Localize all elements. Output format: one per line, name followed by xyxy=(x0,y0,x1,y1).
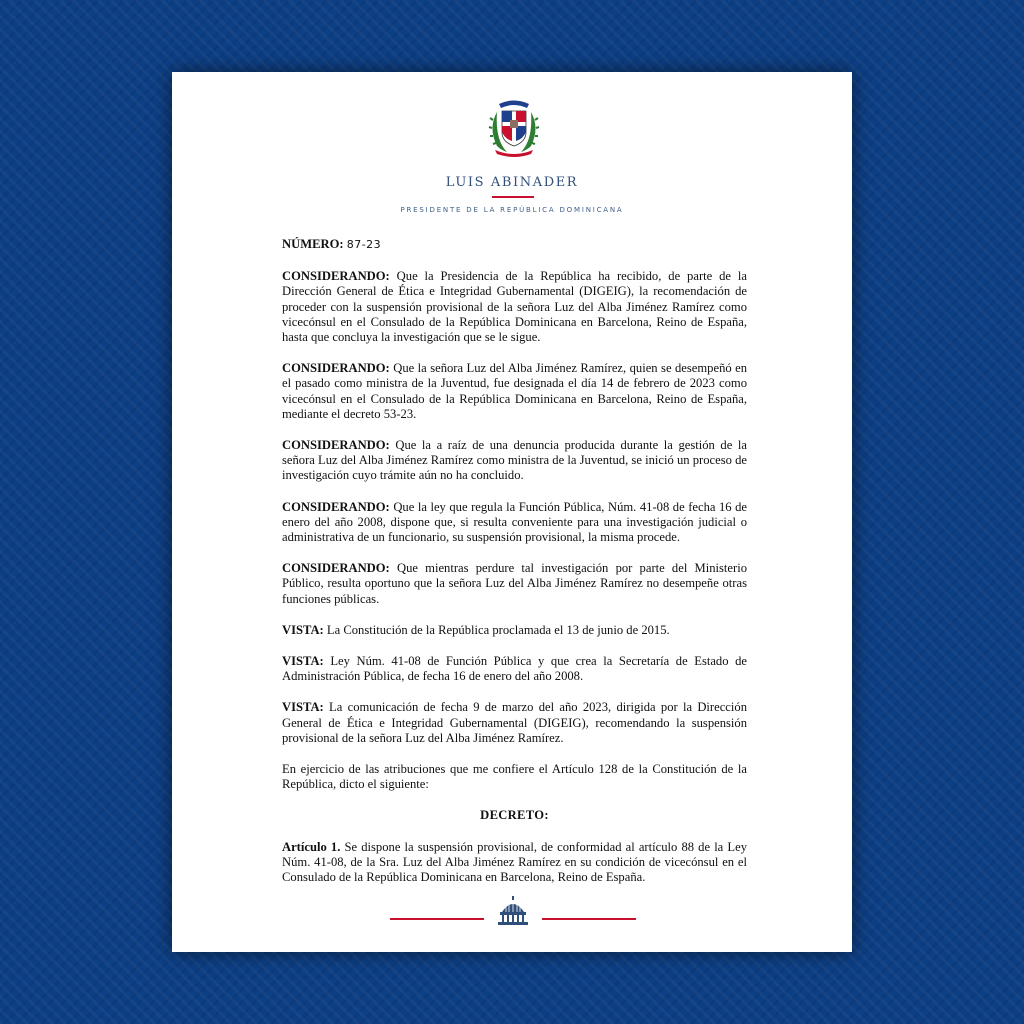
considerando-text: Que la Presidencia de la República ha recibido, de parte de la Dirección General de Ética e Integridad Gubernamental (DIGEIG), la recomendación de proceder con la suspensión provisional de la señora Luz del Alba Jiménez Ramírez como vicecónsul en el Consulado de la República Dominicana en Barcelona, Reino de España, hasta que concluya la investigación que se le sigue. xyxy=(282,269,747,345)
decree-number xyxy=(282,237,747,252)
decree-number-label: NÚMERO: xyxy=(282,237,344,251)
decreto-heading: DECRETO: xyxy=(480,808,549,823)
articulo-1 xyxy=(282,840,747,886)
vista-1 xyxy=(282,623,747,638)
considerando-label: CONSIDERANDO: xyxy=(282,499,390,514)
considerando-text: Que mientras perdure tal investigación por parte del Ministerio Público, resulta oportuno que la señora Luz del Alba Jiménez Ramírez no desempeñe otras funciones públicas. xyxy=(282,561,747,606)
vista-label: VISTA: xyxy=(282,700,324,715)
vista-text: La Constitución de la República proclamada el 13 de junio de 2015. xyxy=(326,622,670,637)
footer-rule-right xyxy=(542,918,636,920)
president-title: PRESIDENTE DE LA REPÚBLICA DOMINICANA xyxy=(400,206,624,214)
considerando-label: CONSIDERANDO: xyxy=(282,269,390,284)
coat-of-arms-icon xyxy=(485,96,543,158)
vista-label: VISTA: xyxy=(282,654,324,669)
decree-page xyxy=(172,72,852,952)
page-footer xyxy=(172,894,852,928)
header-divider xyxy=(492,196,534,198)
decree-number-value: 87-23 xyxy=(346,238,382,251)
articulo-label: Artículo 1. xyxy=(282,839,341,854)
vista-text: Ley Núm. 41-08 de Función Pública y que crea la Secretaría de Estado de Administración Pública, de fecha 16 de enero del año 2008. xyxy=(282,654,747,684)
considerando-1 xyxy=(282,269,747,345)
considerando-text: Que la señora Luz del Alba Jiménez Ramírez, quien se desempeñó en el pasado como ministra de la Juventud, fue designada el día 14 de febrero de 2023 como vicecónsul en el Consulado de la República Dominicana en Barcelona, Reino de España, mediante el decreto 53-23. xyxy=(282,361,747,421)
considerando-3 xyxy=(282,438,747,484)
vista-label: VISTA: xyxy=(282,622,324,637)
considerando-text: Que la a raíz de una denuncia producida durante la gestión de la señora Luz del Alba Jiménez Ramírez como ministra de la Juventud, se inició un proceso de investigación cuyo trámite aún no ha concluido. xyxy=(282,438,747,483)
considerando-text: Que la ley que regula la Función Pública, Núm. 41-08 de fecha 16 de enero del año 2008, dispone que, si resulta conveniente para una investigación judicial o administrativa de un funcionario, su suspensión provisional, la misma procede. xyxy=(282,499,748,545)
considerando-label: CONSIDERANDO: xyxy=(282,561,390,576)
considerando-2 xyxy=(282,361,747,422)
ejercicio-paragraph: En ejercicio de las atribuciones que me confiere el Artículo 128 de la Constitución de la República, dicto el siguiente: xyxy=(282,762,747,792)
decree-body xyxy=(282,237,747,901)
vista-text: La comunicación de fecha 9 de marzo del año 2023, dirigida por la Dirección General de Ética e Integridad Gubernamental (DIGEIG), recomendando la suspensión provisional de la señora Luz del Alba Jiménez Ramírez. xyxy=(282,700,747,745)
vista-3 xyxy=(282,700,747,746)
considerando-label: CONSIDERANDO: xyxy=(282,361,390,376)
vista-2 xyxy=(282,654,747,684)
considerando-5 xyxy=(282,561,747,607)
footer-rule-left xyxy=(390,918,484,920)
president-name: LUIS ABINADER xyxy=(445,175,579,190)
palace-dome-icon xyxy=(494,896,532,926)
considerando-label: CONSIDERANDO: xyxy=(282,438,390,453)
articulo-text: Se dispone la suspensión provisional, de conformidad al artículo 88 de la Ley Núm. 41-08, de la Sra. Luz del Alba Jiménez Ramírez en su condición de vicecónsul en el Consulado de la República Dominicana en Barcelona, Reino de España. xyxy=(282,839,747,885)
considerando-4 xyxy=(282,500,747,546)
